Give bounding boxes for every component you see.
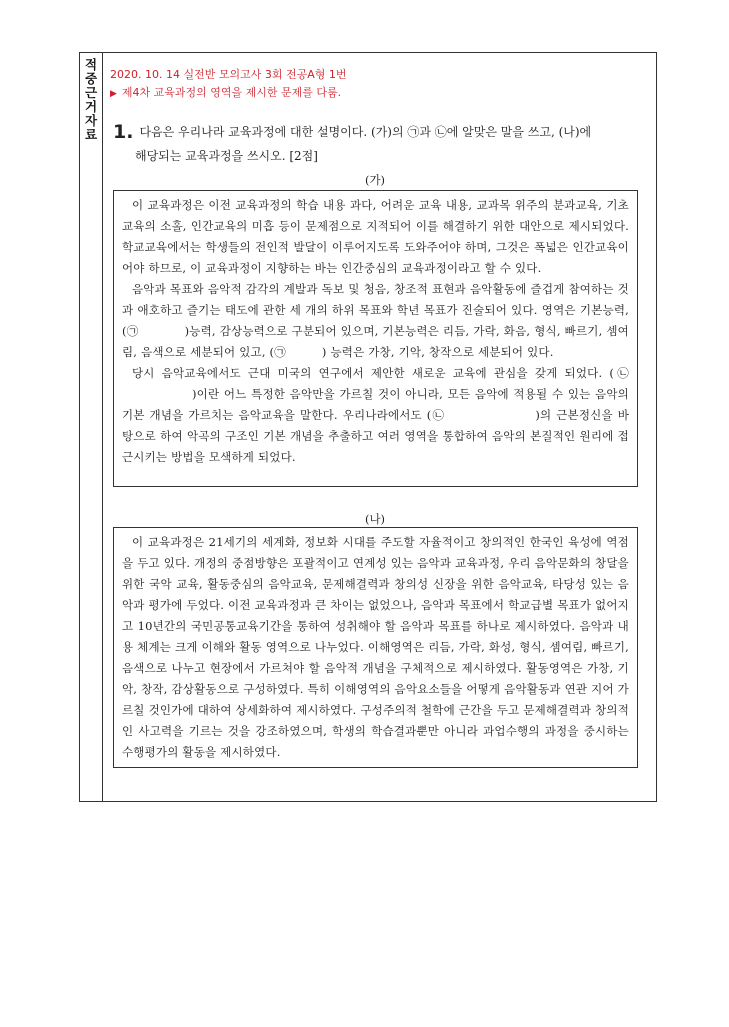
passage-ga-paragraph-1: 이 교육과정은 이전 교육과정의 학습 내용 과다, 어려운 교육 내용, 교과목 위주의 분과교육, 기초교육의 소홀, 인간교육의 미흡 등이 문제점으로 지적되어 이를 해결하기 위한 대안으로 제시되었다. 학교교육에서는 학생들의 전인적 발달이 이루어지도록 도와주어야 하며, 그것은 폭넓은 인간교육이어야 하므로, 이 교육과정이 지향하는 바는 인간중심의 교육과정이라고 할 수 있다. [122,198,629,275]
triangle-right-icon: ▶ [110,89,117,99]
question-line-1 [113,120,643,144]
source-note [110,66,347,103]
passage-ga-paragraph-2 [122,279,629,363]
question-stem [113,120,643,168]
caption-na: (나) [364,512,386,526]
question-number: 1. [113,121,134,143]
side-label-char: 근 [84,85,98,100]
caption-ga: (가) [364,173,386,187]
source-line-2-text: 제4차 교육과정의 영역을 제시한 문제를 다룸. [121,86,342,99]
passage-ga-p2a: 음악과 목표와 음악적 감각의 계발과 독보 및 청음, 창조적 표현과 음악활동에 즐겁게 참여하는 것과 애호하고 즐기는 태도에 관한 세 개의 하위 목표와 학년 목표가 진술되어 있다. 영역은 기본능력, (㉠ [122,282,629,338]
passage-ga-p2b: )능력, 감상능력으로 구분되어 있으며, 기본능력은 리듬, 가락, 화음, 형식, 빠르기, 셈여림, 음색으로 세분되어 있고, (㉠ [122,324,629,359]
side-label-char: 거 [84,99,98,114]
passage-na-paragraph-1: 이 교육과정은 21세기의 세계화, 정보화 시대를 주도할 자율적이고 창의적인 한국인 육성에 역점을 두고 있다. 개정의 중점방향은 포괄적이고 연계성 있는 음악과 교육과정, 우리 음악문화의 창달을 위한 국악 교육, 활동중심의 음악교육, 문제해결력과 창의성 신장을 위한 음악교육, 타당성 있는 음악과 평가에 두었다. 이전 교육과정과 큰 차이는 없었으나, 음악과 목표에서 학교급별 목표가 없어지고 10년간의 국민공통교육기간을 통하여 성취해야 할 음악과 목표를 하나로 제시하였다. 음악과 내용 체계는 크게 이해와 활동 영역으로 나누었다. 이해영역은 리듬, 가락, 화성, 형식, 셈여림, 빠르기, 음색으로 나누고 현장에서 가르쳐야 할 음악적 개념을 구체적으로 제시하였다. 활동영역은 가창, 기악, 창작, 감상활동으로 구성하였다. 특히 이해영역의 음악요소들을 어떻게 음악활동과 연관 지어 가르칠 것인가에 대하여 상세화하여 제시하였다. 구성주의적 철학에 근간을 두고 문제해결력과 창의적인 사고력을 기르는 것을 강조하였으며, 학생의 학습결과뿐만 아니라 과업수행의 과정을 중시하는 수행평가의 활동을 제시하였다. [122,535,629,759]
passage-ga-p2c: ) 능력은 가창, 기악, 창작으로 세분되어 있다. [321,345,554,359]
source-line-2 [110,84,347,103]
side-column [79,52,103,802]
passage-ga-p3b: )이란 어느 특정한 음악만을 가르칠 것이 아니라, 모든 음악에 적용될 수 있는 음악의 기본 개념을 가르치는 음악교육을 말한다. 우리나라에서도 (㉡ [122,387,629,422]
side-label-char: 적 [84,57,98,72]
side-label [79,58,103,142]
question-line-2: 해당되는 교육과정을 쓰시오. [2점] [135,149,318,163]
passage-ga-p3a: 당시 음악교육에서도 근대 미국의 연구에서 제안한 새로운 교육에 관심을 갖게 되었다. (㉡ [132,366,629,380]
passage-ga-paragraph-3 [122,363,629,468]
side-label-char: 료 [84,127,98,142]
passage-ga-p3c: )의 근본정신을 바탕으로 하여 악곡의 구조인 기본 개념을 추출하고 여러 영역을 통합하여 음악의 본질적인 원리에 접근시키는 방법을 모색하게 되었다. [122,408,630,464]
source-line-1: 2020. 10. 14 실전반 모의고사 3회 전공A형 1번 [110,68,347,81]
passage-ga-box [113,190,638,487]
side-label-char: 중 [84,71,98,86]
passage-na-box [113,527,638,768]
question-text-1: 다음은 우리나라 교육과정에 대한 설명이다. (가)의 ㉠과 ㉡에 알맞은 말을 쓰고, (나)에 [139,125,592,139]
side-label-char: 자 [84,113,98,128]
